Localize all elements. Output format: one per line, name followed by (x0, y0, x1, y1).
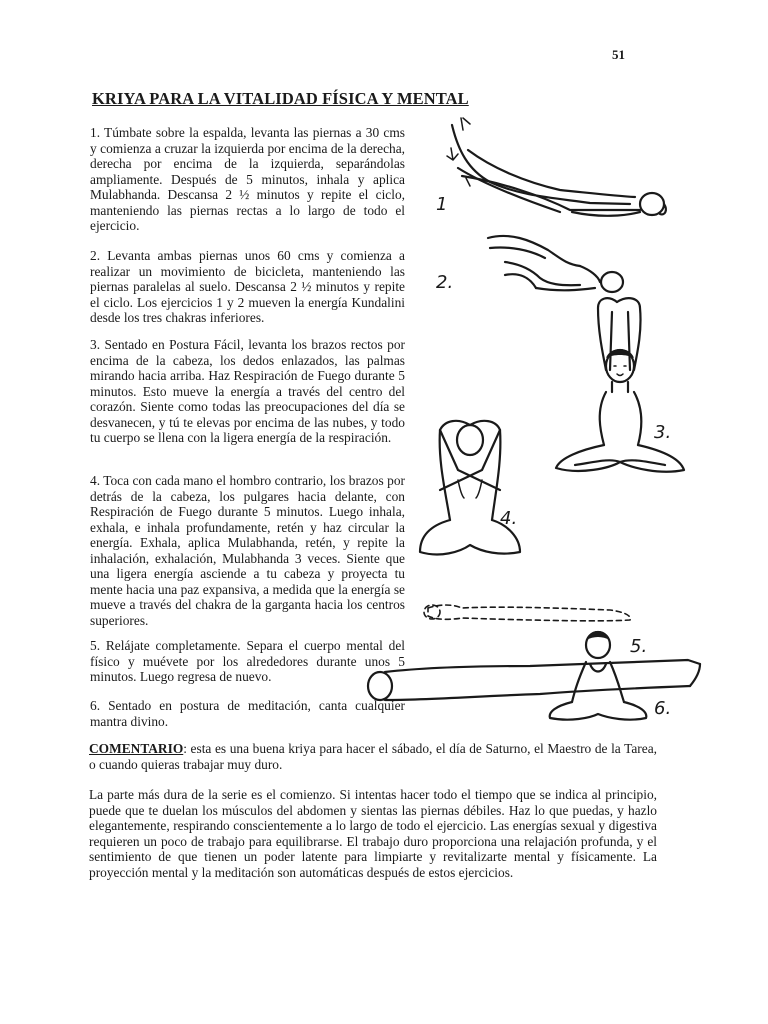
comment-text: : esta es una buena kriya para hacer el sábado, el día de Saturno, el Maestro de la Tarea, o cuando quieras trabajar muy duro. (89, 741, 657, 772)
figure-6-meditation (368, 631, 700, 720)
page-title: KRIYA PARA LA VITALIDAD FÍSICA Y MENTAL (92, 89, 469, 108)
step-5-text: 5. Relájate completamente. Separa el cuerpo mental del físico y muévete por los alrededores durante unos 5 minutos. Luego regresa de nuevo. (90, 638, 405, 684)
page-number: 51 (612, 47, 625, 62)
figure-5-relaxation (424, 605, 647, 657)
step-2-text: 2. Levanta ambas piernas unos 60 cms y comienza a realizar un movimiento de bicicleta, manteniendo las piernas paralelas al suelo. Descansa 2 ½ minutos y repite el ciclo. Los ejercicios 1 y 2 mueven la energía Kundalini desde los tres chakras inferiores. (90, 248, 405, 325)
step-6-text: 6. Sentado en postura de meditación, canta cualquier mantra divino. (90, 698, 405, 729)
step-3-text: 3. Sentado en Postura Fácil, levanta los brazos rectos por encima de la cabeza, los dedos enlazados, las palmas mirando hacia arriba. Haz Respiración de Fuego durante 5 minutos. Esto mueve la energía a través del centro del corazón. Siente como todas las preocupaciones del día se desvanecen, y tú te elevas por encima de las nubes, y todo tu cuerpo se llena con la ligera energía de la respiración. (90, 337, 405, 445)
figure-6-label: 6. (654, 698, 672, 719)
figure-5-label: 5. (630, 636, 648, 657)
step-1-text: 1. Túmbate sobre la espalda, levanta las piernas a 30 cms y comienza a cruzar la izquierda por encima de la derecha, derecha por encima de la izquierda, separándolas ampliamente. Después de 5 minutos, inhala y aplica Mulabhanda. Descansa 2 ½ minutos y repite el ciclo, manteniendo las piernas rectas a lo largo de todo el ejercicio. (90, 125, 405, 233)
figure-4-crossed-arms (420, 421, 520, 555)
figure-2-bicycle (436, 236, 623, 293)
closing-paragraph: La parte más dura de la serie es el comienzo. Si intentas hacer todo el tiempo que se indica al principio, puede que te duelan los músculos del abdomen y sientas las piernas débiles. Haz lo que puedas, y hazlo elegantemente, respirando conscientemente a lo largo de todo el ejercicio. Las energías sexual y digestiva requieren un poco de trabajo para equilibrarse. El trabajo duro proporciona una relajación profunda, y el sentimiento de que tienen un poder latente para limpiarte y revitalizarte mental y físicamente. La proyección mental y la meditación son automáticas después de estos ejercicios. (89, 787, 657, 880)
figure-3-arms-raised (556, 298, 684, 472)
figure-3-label: 3. (654, 422, 672, 443)
figure-4-label: 4. (500, 508, 518, 529)
comment-label: COMENTARIO (89, 741, 184, 756)
figure-2-label: 2. (436, 272, 454, 293)
figure-1-label: 1 (436, 194, 448, 215)
step-4-text: 4. Toca con cada mano el hombro contrario, los brazos por detrás de la cabeza, los pulgares hacia delante, con Respiración de Fuego durante 5 minutos. Luego inhala, exhala, e inhala profundamente, retén y haz circular la energía. Exhala, aplica Mulabhanda, retén, y repite la inhalación, exhalación, Mulabhanda 3 veces. Siente que una ligera energía asciende a tu cabeza y proyecta tu mente hacia una paz expansiva, a medida que la energía se mueve a través del chakra de la garganta hacia los centros superiores. (90, 473, 405, 628)
figure-1-leg-crossing (436, 118, 666, 216)
